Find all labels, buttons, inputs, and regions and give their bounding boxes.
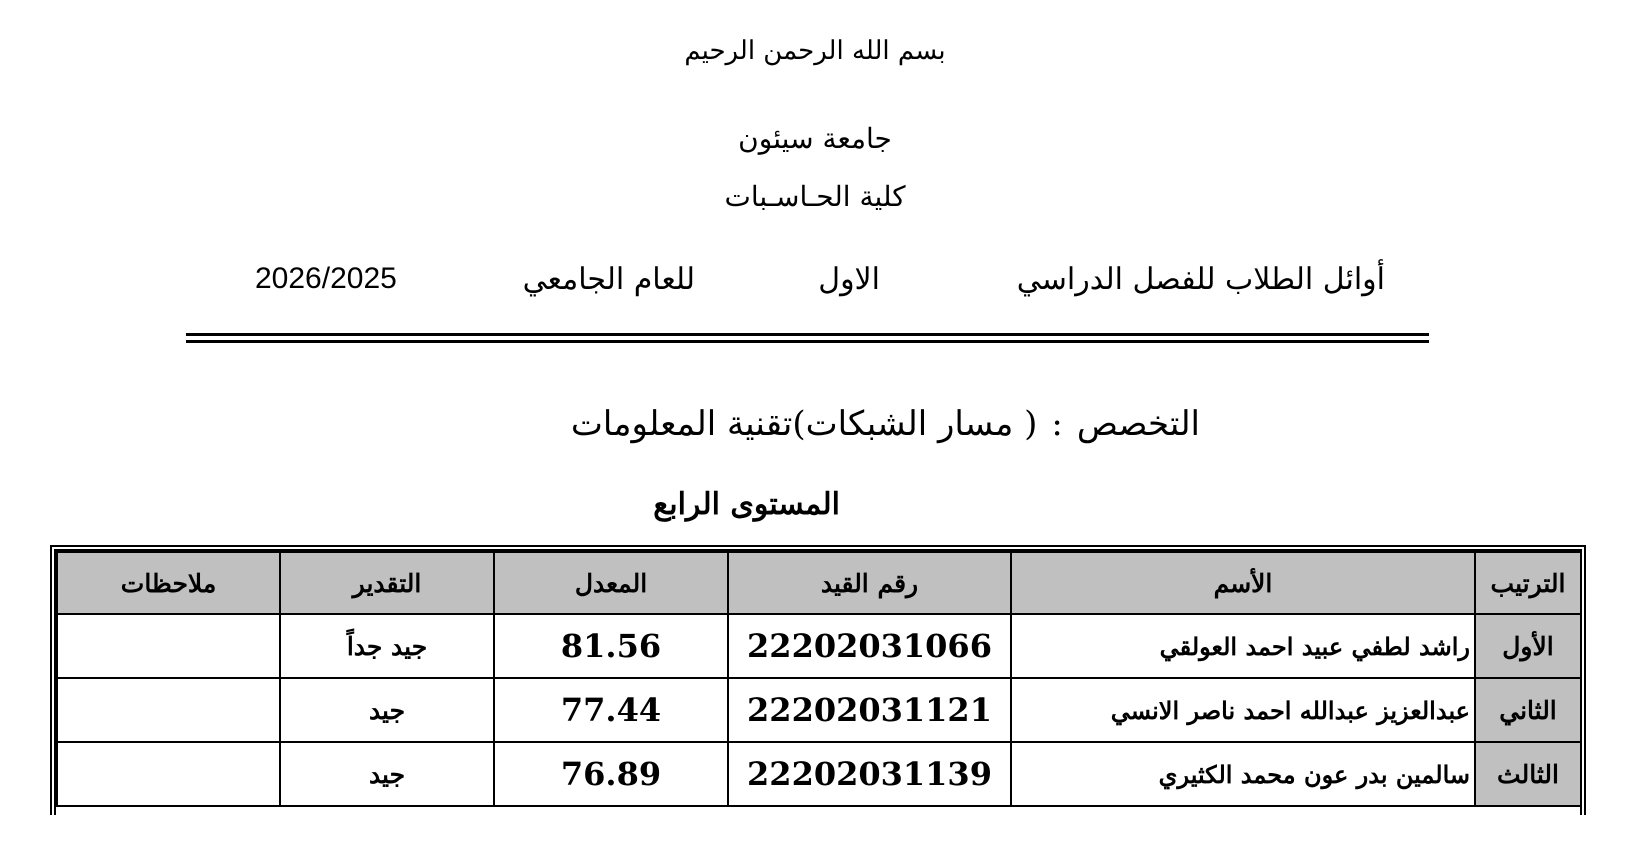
student-id-cell: 22202031121	[728, 678, 1011, 742]
specialization-label: التخصص	[1076, 404, 1200, 444]
rank-cell: الأول	[1475, 614, 1581, 678]
top-students-label: أوائل الطلاب للفصل الدراسي	[1016, 262, 1385, 297]
table-row	[57, 614, 1581, 678]
student-name-cell: راشد لطفي عبيد احمد العولقي	[1011, 614, 1475, 678]
specialization	[530, 404, 1200, 444]
academic-year-label: للعام الجامعي	[522, 262, 695, 297]
notes-cell	[57, 614, 280, 678]
gpa-cell: 81.56	[494, 614, 728, 678]
table-header-row	[57, 552, 1581, 614]
student-name-cell: عبدالعزيز عبدالله احمد ناصر الانسي	[1011, 678, 1475, 742]
rank-cell: الثالث	[1475, 742, 1581, 806]
academic-year: 2026/2025	[255, 262, 397, 295]
basmala: بسم الله الرحمن الرحيم	[684, 36, 946, 66]
column-header-rank: الترتيب	[1475, 552, 1581, 614]
top-students-table	[50, 545, 1586, 815]
divider-line	[186, 333, 1429, 336]
divider-line	[186, 340, 1429, 343]
column-header-gpa: المعدل	[494, 552, 728, 614]
column-header-grade: التقدير	[280, 552, 494, 614]
college-name: كلية الحـاسـبات	[724, 180, 906, 213]
semester: الاول	[818, 262, 880, 297]
level-title: المستوى الرابع	[653, 487, 840, 522]
gpa-cell: 76.89	[494, 742, 728, 806]
student-name-cell: سالمين بدر عون محمد الكثيري	[1011, 742, 1475, 806]
notes-cell	[57, 678, 280, 742]
table-row	[57, 678, 1581, 742]
university-name: جامعة سيئون	[738, 122, 892, 155]
notes-cell	[57, 742, 280, 806]
specialization-separator: :	[1051, 404, 1063, 444]
table-row	[57, 742, 1581, 806]
results-table	[56, 551, 1582, 807]
grade-cell: جيد	[280, 742, 494, 806]
gpa-cell: 77.44	[494, 678, 728, 742]
grade-cell: جيد جداً	[280, 614, 494, 678]
specialization-value: ( مسار الشبكات)تقنية المعلومات	[570, 404, 1038, 444]
rank-cell: الثاني	[1475, 678, 1581, 742]
column-header-notes: ملاحظات	[57, 552, 280, 614]
student-id-cell: 22202031139	[728, 742, 1011, 806]
grade-cell: جيد	[280, 678, 494, 742]
column-header-name: الأسم	[1011, 552, 1475, 614]
student-id-cell: 22202031066	[728, 614, 1011, 678]
column-header-id: رقم القيد	[728, 552, 1011, 614]
